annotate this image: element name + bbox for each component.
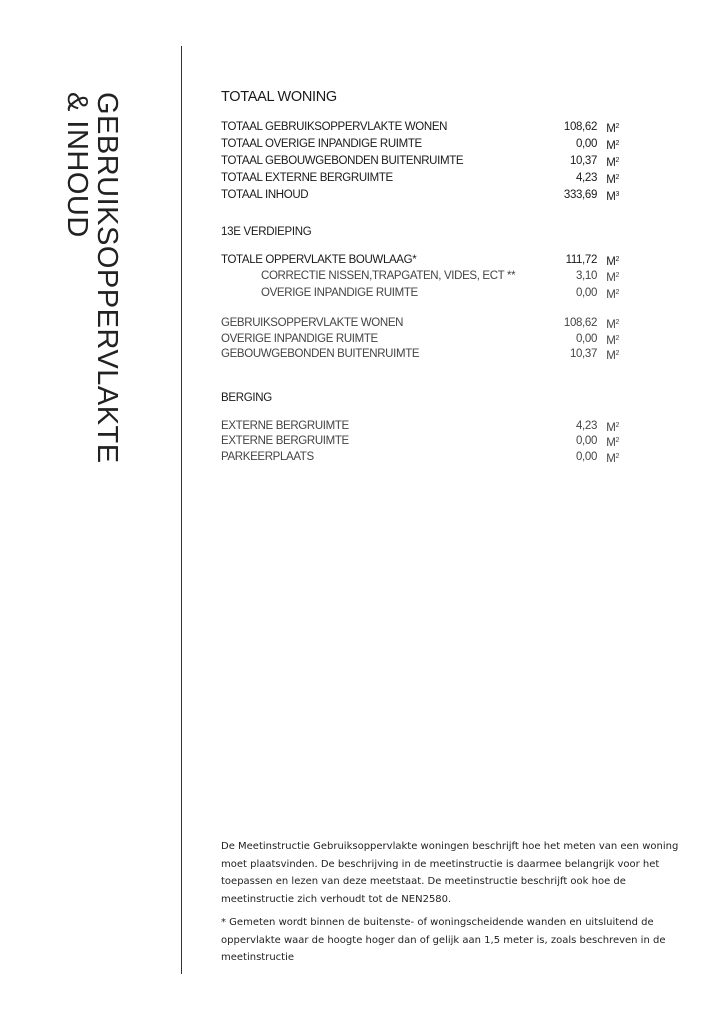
- table-row: [221, 187, 619, 203]
- row-value: 4,23: [576, 420, 597, 432]
- row-value: 10,37: [569, 348, 597, 360]
- table-row-sub: [221, 285, 619, 301]
- row-unit: $M^2$: [606, 319, 619, 331]
- row-value: 0,00: [576, 287, 597, 299]
- row-label: GEBRUIKSOPPERVLAKTE WONEN: [221, 317, 404, 329]
- row-unit: $M^2$: [606, 272, 619, 284]
- row-label: PARKEERPLAATS: [221, 451, 314, 463]
- row-value: 3,10: [576, 270, 597, 282]
- footer-footnote: * Gemeten wordt binnen de buitenste- of woningscheidende wanden en uitsluitend de oppervlakte waar de hoogte hoger dan of gelijk aan 1,5 meter is, zoals beschreven in de meetinstructie: [221, 917, 666, 963]
- row-label: TOTAAL INHOUD: [221, 189, 309, 201]
- row-unit: $M^2$: [606, 123, 619, 135]
- row-value: 4,23: [576, 172, 597, 184]
- table-row: [221, 136, 619, 152]
- table-row: [221, 346, 619, 362]
- row-value: 10,37: [569, 155, 597, 167]
- row-label: TOTAAL GEBRUIKSOPPERVLAKTE WONEN: [221, 121, 448, 133]
- row-label: OVERIGE INPANDIGE RUIMTE: [261, 287, 418, 299]
- row-value: 108,62: [563, 317, 597, 329]
- section-heading-berging: BERGING: [221, 392, 272, 404]
- row-label: EXTERNE BERGRUIMTE: [221, 420, 349, 432]
- row-label: TOTAAL OVERIGE INPANDIGE RUIMTE: [221, 138, 422, 150]
- table-row: [221, 315, 619, 331]
- row-value: 111,72: [565, 254, 597, 266]
- section-heading-verdieping: 13E VERDIEPING: [221, 226, 312, 238]
- row-label: CORRECTIE NISSEN,TRAPGATEN, VIDES, ECT **: [261, 270, 516, 282]
- row-value: 0,00: [576, 435, 597, 447]
- row-value: 333,69: [563, 189, 597, 201]
- row-unit: $M^2$: [606, 453, 619, 465]
- row-unit: $M^2$: [606, 289, 619, 301]
- vertical-divider: [181, 46, 182, 974]
- row-label: TOTAAL GEBOUWGEBONDEN BUITENRUIMTE: [221, 155, 464, 167]
- row-unit: $M^3$: [606, 191, 619, 203]
- row-value: 0,00: [576, 451, 597, 463]
- row-label: TOTALE OPPERVLAKTE BOUWLAAG*: [221, 254, 417, 266]
- row-unit: $M^2$: [606, 422, 619, 434]
- row-unit: $M^2$: [606, 437, 619, 449]
- row-unit: $M^2$: [606, 256, 619, 268]
- table-row-sub: [221, 268, 619, 284]
- row-label: TOTAAL EXTERNE BERGRUIMTE: [221, 172, 393, 184]
- row-unit: $M^2$: [606, 157, 619, 169]
- side-title: [62, 92, 122, 464]
- row-label: EXTERNE BERGRUIMTE: [221, 435, 349, 447]
- section-heading-totaal: TOTAAL WONING: [221, 89, 337, 105]
- table-row: [221, 119, 619, 135]
- row-value: 108,62: [563, 121, 597, 133]
- table-row: [221, 418, 619, 434]
- table-row: [221, 449, 619, 465]
- table-row: [221, 433, 619, 449]
- footer-paragraph: De Meetinstructie Gebruiksoppervlakte woningen beschrijft hoe het meten van een woning moet plaatsvinden. De beschrijving in de meetinstructie is daarmee belangrijk voor het toepassen en lezen van deze meetstaat. De meetinstructie beschrijft ook hoe de meetinstructie zich verhoudt tot de NEN2580.: [221, 841, 679, 905]
- row-unit: $M^2$: [606, 174, 619, 186]
- row-unit: $M^2$: [606, 140, 619, 152]
- table-row: [221, 170, 619, 186]
- row-label: OVERIGE INPANDIGE RUIMTE: [221, 333, 378, 345]
- footer-notes: [221, 838, 691, 973]
- table-row: [221, 153, 619, 169]
- row-value: 0,00: [576, 333, 597, 345]
- table-row: [221, 331, 619, 347]
- table-row-total: [221, 252, 619, 268]
- row-unit: $M^2$: [606, 350, 619, 362]
- row-label: GEBOUWGEBONDEN BUITENRUIMTE: [221, 348, 420, 360]
- side-title-line2: & INHOUD: [61, 92, 93, 238]
- row-value: 0,00: [576, 138, 597, 150]
- row-unit: $M^2$: [606, 335, 619, 347]
- side-title-line1: GEBRUIKSOPPERVLAKTE: [91, 92, 123, 464]
